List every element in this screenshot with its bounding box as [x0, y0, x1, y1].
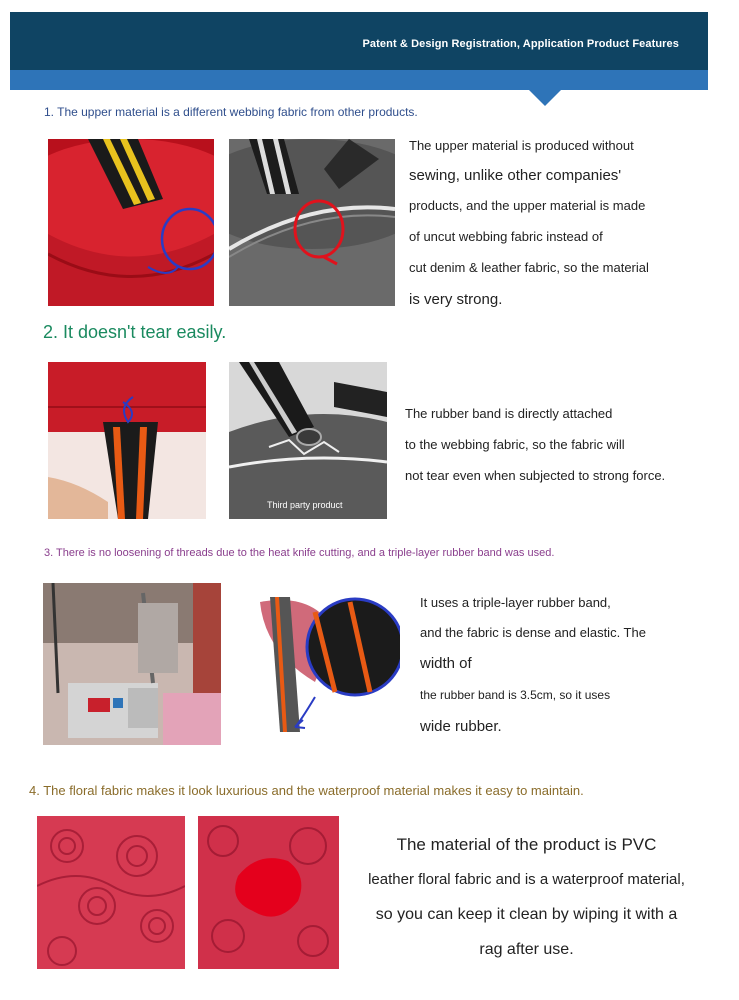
- section-4-heading: 4. The floral fabric makes it look luxurious and the waterproof material makes it easy to maintain.: [29, 783, 584, 798]
- section-2-heading: 2. It doesn't tear easily.: [43, 322, 227, 342]
- red-webbing-photo: [48, 139, 214, 306]
- text-line: cut denim & leather fabric, so the material: [409, 260, 649, 275]
- rubber-band-closeup-photo: [255, 592, 400, 740]
- section-3-text: [420, 595, 646, 748]
- text-line: of uncut webbing fabric instead of: [409, 229, 603, 244]
- image-caption: Third party product: [267, 500, 343, 510]
- header-stripe: [10, 70, 708, 90]
- section-1-text: [409, 136, 649, 322]
- text-line: rag after use.: [479, 941, 574, 958]
- text-line: wide rubber.: [420, 718, 502, 735]
- text-line: so you can keep it clean by wiping it with a: [375, 906, 678, 923]
- text-line: leather floral fabric and is a waterproof material,: [368, 871, 685, 888]
- torn-competitor-photo: [229, 362, 387, 519]
- header-arrow-icon: [527, 88, 563, 106]
- text-line: The upper material is produced without: [409, 138, 634, 153]
- text-line: The material of the product is PVC: [396, 835, 657, 854]
- text-line: the rubber band is 3.5cm, so it uses: [420, 688, 611, 702]
- section-1-heading: 1. The upper material is a different webbing fabric from other products.: [44, 105, 418, 119]
- text-line: not tear even when subjected to strong force.: [405, 468, 666, 483]
- floral-fabric-photo: [37, 816, 185, 969]
- section-4-text: [359, 835, 694, 976]
- header-title: Patent & Design Registration, Application Product Features: [362, 38, 679, 50]
- text-line: width of: [420, 655, 472, 672]
- text-line: is very strong.: [409, 291, 503, 308]
- text-line: and the fabric is dense and elastic. The: [420, 625, 646, 640]
- section-3-heading: 3. There is no loosening of threads due to the heat knife cutting, and a triple-layer rubber band was used.: [44, 547, 555, 559]
- grey-competitor-photo: [229, 139, 395, 306]
- red-strap-hand-photo: [48, 362, 206, 519]
- text-line: The rubber band is directly attached: [405, 406, 613, 421]
- section-2-text: [405, 406, 665, 499]
- waterproof-fabric-photo: [198, 816, 339, 969]
- text-line: sewing, unlike other companies': [409, 167, 622, 184]
- text-line: products, and the upper material is made: [409, 198, 646, 213]
- text-line: to the webbing fabric, so the fabric will: [405, 437, 625, 452]
- text-line: It uses a triple-layer rubber band,: [420, 595, 611, 610]
- cutting-machine-photo: [43, 583, 221, 745]
